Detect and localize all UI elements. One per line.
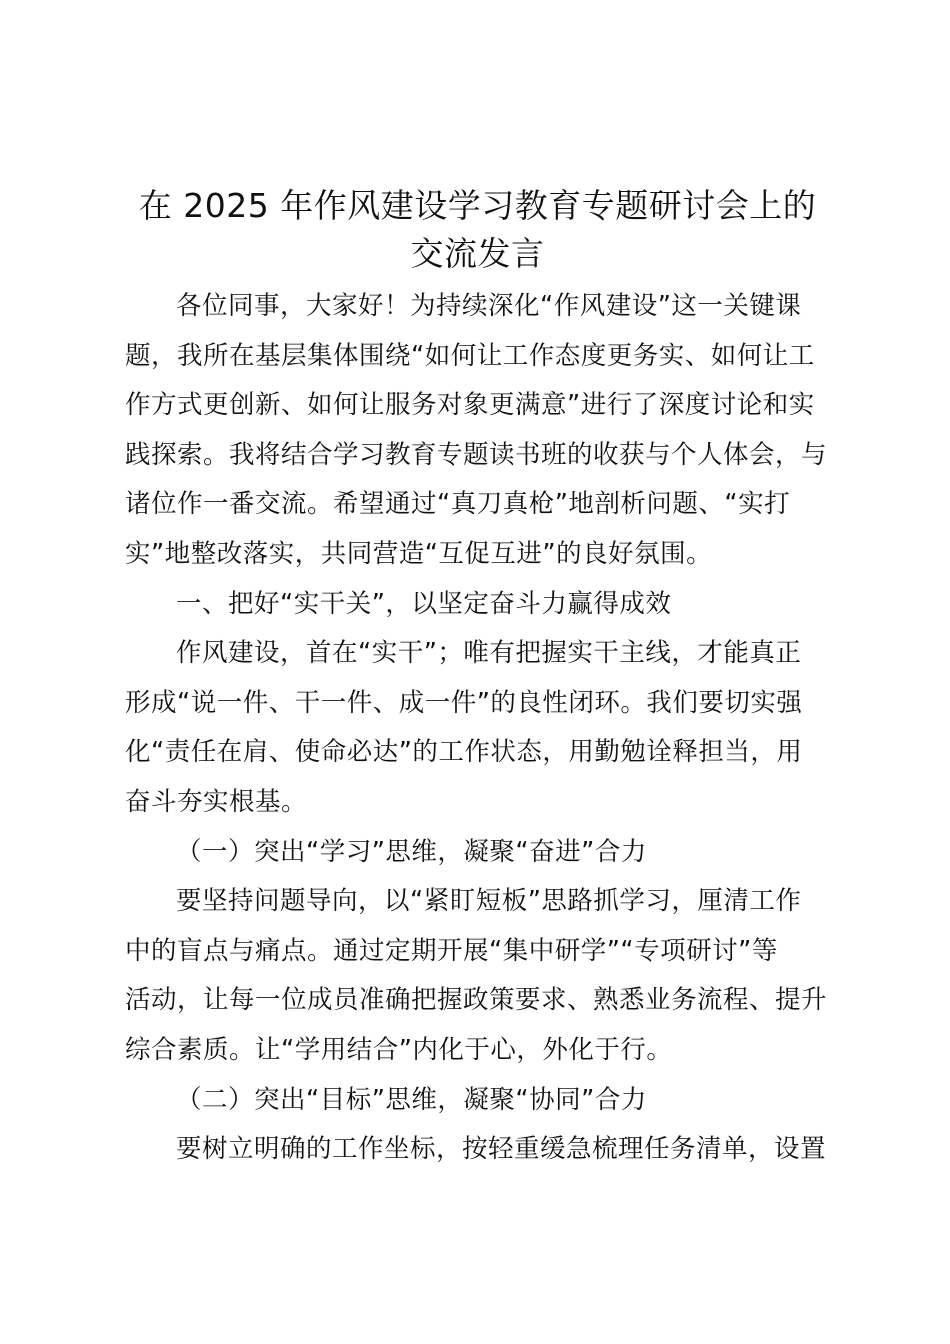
paragraph-line: 化“责任在肩、使命必达”的工作状态，用勤勉诠释担当，用: [125, 737, 803, 768]
paragraph-line: 中的盲点与痛点。通过定期开展“集中研学”“专项研讨”等: [125, 935, 778, 966]
paragraph-line: 要坚持问题导向，以“紧盯短板”思路抓学习，厘清工作: [176, 886, 802, 917]
paragraph-line: 作方式更创新、如何让服务对象更满意”进行了深度讨论和实: [125, 390, 815, 421]
paragraph-greeting: [125, 282, 831, 580]
title-line: 在 2025 年作风建设学习教育专题研讨会上的: [138, 186, 817, 225]
paragraph-line: 各位同事，大家好！为持续深化“作风建设”这一关键课: [176, 291, 802, 321]
paragraph-line: 奋斗夯实根基。: [125, 786, 308, 817]
title-line: 交流发言: [410, 234, 545, 273]
subsection-heading: （一）突出“学习”思维，凝聚“奋进”合力: [176, 836, 647, 867]
paragraph-goals: [125, 1125, 831, 1175]
section-heading: 一、把好“实干关”，以坚定奋斗力赢得成效: [176, 588, 672, 619]
paragraph-line: 形成“说一件、干一件、成一件”的良性闭环。我们要切实强: [125, 687, 803, 718]
paragraph-section-intro: [125, 629, 831, 827]
paragraph-line: 题，我所在基层集体围绕“如何让工作态度更务实、如何让工: [125, 340, 815, 371]
document-body: [125, 282, 831, 1175]
paragraph-line: 要树立明确的工作坐标，按轻重缓急梳理任务清单，设置: [176, 1134, 827, 1165]
paragraph-line: 活动，让每一位成员准确把握政策要求、熟悉业务流程、提升: [125, 985, 828, 1016]
subsection-heading: （二）突出“目标”思维，凝聚“协同”合力: [176, 1084, 647, 1115]
paragraph-line: 诸位作一番交流。希望通过“真刀真枪”地剖析问题、“实打: [125, 489, 791, 520]
paragraph-learning: [125, 877, 831, 1075]
paragraph-line: 践探索。我将结合学习教育专题读书班的收获与个人体会，与: [125, 439, 828, 470]
paragraph-line: 实”地整改落实，共同营造“互促互进”的良好氛围。: [125, 538, 713, 569]
paragraph-line: 综合素质。让“学用结合”内化于心，外化于行。: [125, 1034, 673, 1065]
document-title: [125, 182, 830, 278]
paragraph-line: 作风建设，首在“实干”；唯有把握实干主线，才能真正: [176, 638, 802, 669]
